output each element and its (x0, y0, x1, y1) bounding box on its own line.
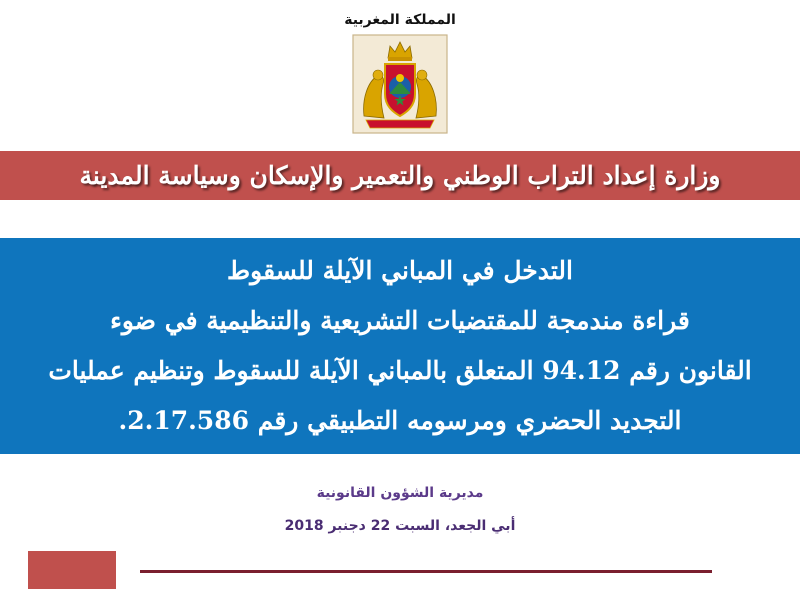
title-line-4: التجديد الحضري ومرسومه التطبيقي رقم 2.17.586. (118, 406, 682, 435)
title-line-3: القانون رقم 94.12 المتعلق بالمباني الآيلة للسقوط وتنظيم عمليات (48, 356, 752, 385)
ministry-name: وزارة إعداد التراب الوطني والتعمير والإسكان وسياسة المدينة (79, 161, 721, 190)
footer-divider (140, 570, 712, 573)
title-banner (0, 238, 800, 454)
decorative-red-box (28, 551, 116, 589)
kingdom-label: المملكة المغربية (344, 12, 456, 28)
title-line-1: التدخل في المباني الآيلة للسقوط (227, 256, 573, 285)
ministry-banner (0, 151, 800, 200)
date-label: أبي الجعد، السبت 22 دجنبر 2018 (284, 518, 516, 534)
title-line-2: قراءة مندمجة للمقتضيات التشريعية والتنظيمية في ضوء (110, 306, 690, 335)
title-text (0, 246, 800, 446)
moroccan-coat-of-arms-icon (350, 32, 450, 136)
directorate-label: مديرية الشؤون القانونية (316, 485, 484, 501)
